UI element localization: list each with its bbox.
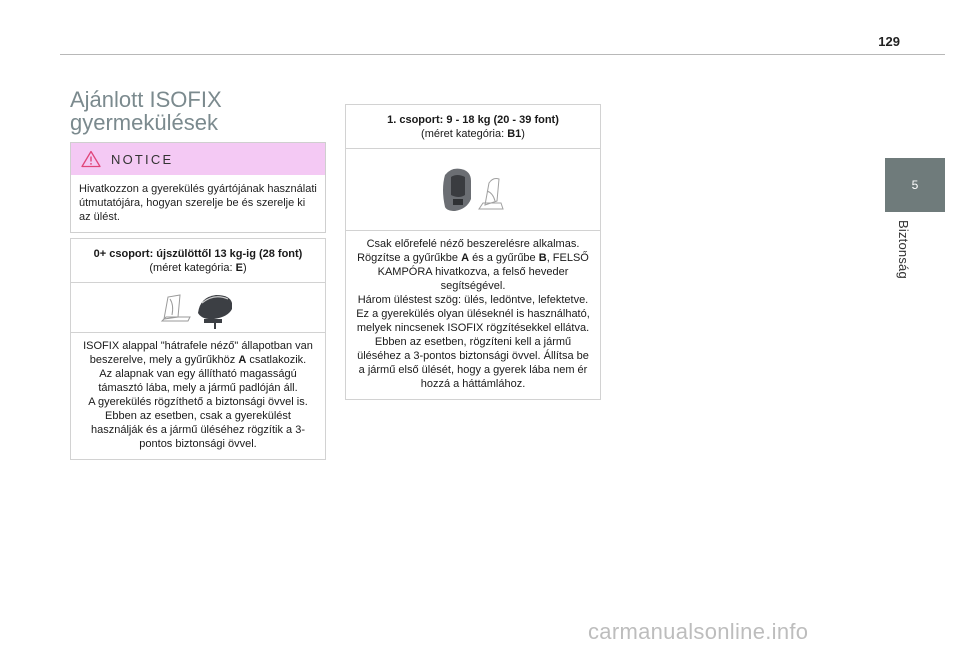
description-paragraph: Az alapnak van egy állítható magasságú támasztó lába, mely a jármű padlóján áll. [98, 368, 298, 394]
watermark: carmanualsonline.info [588, 619, 809, 644]
forward-facing-child-seat-icon [437, 165, 509, 215]
seat-card-description [71, 333, 325, 459]
description-paragraph: A gyerekülés rögzíthető a biztonsági övvel is. Ebben az esetben, csak a gyerekülést használják és a jármű üléséhez rögzítik a 3-pontos biztonsági övvel. [88, 396, 308, 450]
text-run: és a gyűrűbe [469, 252, 539, 264]
size-suffix: ) [242, 262, 247, 274]
seat-image-cell [71, 283, 325, 333]
seat-card-description [346, 231, 600, 399]
ring-a-label: A [461, 252, 470, 264]
size-prefix: (méret kategória: [421, 128, 508, 140]
chapter-title: Biztonság [896, 220, 911, 279]
seat-image-cell [346, 149, 600, 231]
ring-b-label: B [538, 252, 547, 264]
description-paragraph: Három üléstest szög: ülés, ledöntve, lefektetve. [357, 294, 589, 306]
size-category: B1 [507, 128, 522, 140]
text-run: csatlakozik. [246, 354, 307, 366]
notice-header [71, 143, 325, 175]
page-number: 129 [878, 34, 900, 49]
description-paragraph [356, 251, 590, 293]
seat-card-group1 [345, 104, 601, 400]
description-paragraph: Csak előrefelé néző beszerelésre alkalmas. [366, 238, 580, 250]
size-category: E [235, 262, 243, 274]
warning-triangle-icon [81, 150, 101, 168]
notice-box [70, 142, 326, 233]
notice-text: Hivatkozzon a gyerekülés gyártójának használati útmutatójára, hogyan szerelje be és szerelje ki az ülést. [79, 183, 317, 223]
seat-card-heading [71, 239, 325, 283]
chapter-tab[interactable] [885, 158, 945, 212]
notice-label: NOTICE [111, 151, 174, 167]
description-paragraph [81, 339, 315, 367]
rearward-baby-seat-with-isofix-base-icon [158, 287, 238, 329]
chapter-number: 5 [911, 178, 919, 192]
section-title-line1: Ajánlott ISOFIX [70, 87, 222, 112]
text-run: , FELSŐ KAMPÓRA hivatkozva, a felső heveder segítségével. [377, 252, 589, 292]
seat-card-heading [346, 105, 600, 149]
description-paragraph: Ez a gyerekülés olyan üléseknél is használható, melyek nincsenek ISOFIX rögzítésekkel ellátva. Ebben az esetben, rögzíteni kell a jármű üléséhez a 3-pontos biztonsági övvel. Állítsa be a jármű első ülését, hogy a gyerek lába nem ér hozzá a háttámlához. [356, 308, 590, 390]
seat-card-group0 [70, 238, 326, 460]
group-title: 1. csoport: 9 - 18 kg (20 - 39 font) [387, 114, 559, 126]
section-title [70, 88, 330, 134]
size-prefix: (méret kategória: [149, 262, 236, 274]
ring-a-label: A [238, 354, 247, 366]
section-title-line2: gyermekülések [70, 110, 218, 135]
text-run: ISOFIX alappal "hátrafele néző" állapotban van beszerelve, mely a gyűrűkhöz [83, 340, 313, 366]
text-run: Rögzítse a gyűrűkbe [357, 252, 462, 264]
group-title: 0+ csoport: újszülöttől 13 kg-ig (28 font) [93, 248, 303, 260]
header-divider [60, 54, 945, 55]
size-suffix: ) [521, 128, 525, 140]
